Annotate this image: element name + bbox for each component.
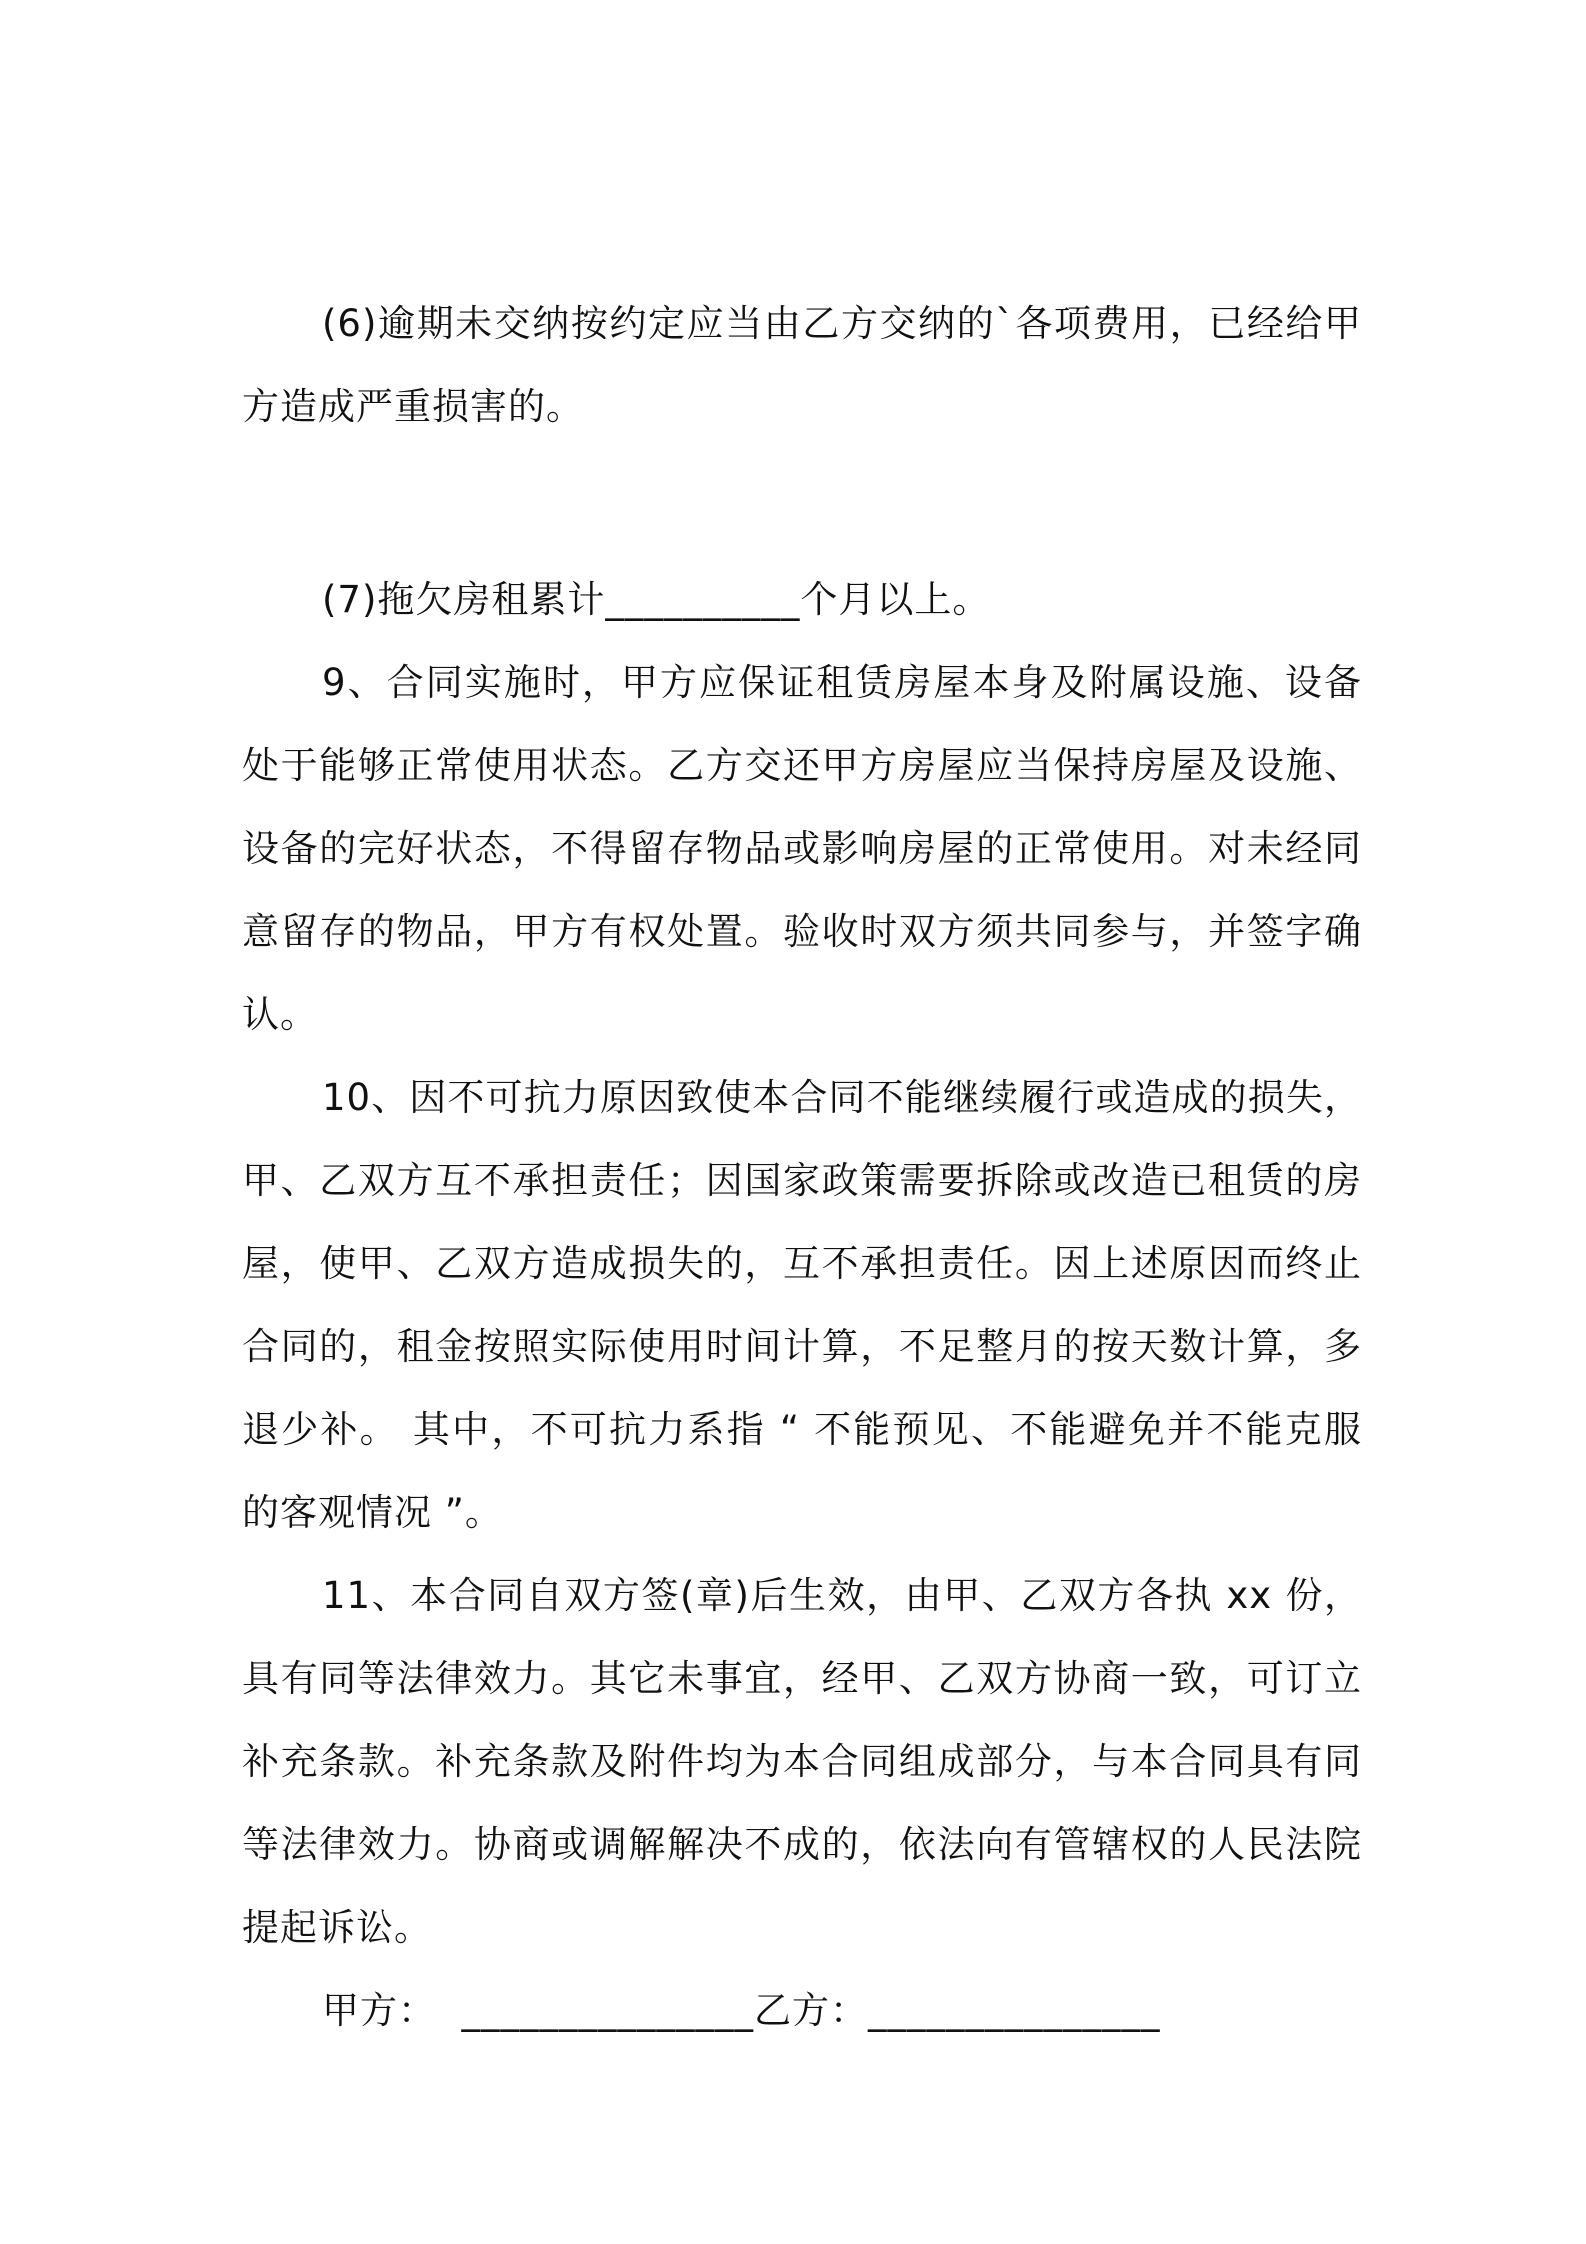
signature-line: 甲方： _______________乙方：_______________ — [322, 1989, 1161, 2032]
paragraph-clause-6: (6)逾期未交纳按约定应当由乙方交纳的`各项费用，已经给甲方造成严重损害的。 — [242, 302, 1362, 428]
document-page — [242, 282, 1362, 2052]
paragraph-clause-9: 9、合同实施时，甲方应保证租赁房屋本身及附属设施、设备处于能够正常使用状态。乙方交还甲方房屋应当保持房屋及设施、设备的完好状态，不得留存物品或影响房屋的正常使用。对未经同意留存的物品，甲方有权处置。验收时双方须共同参与，并签字确认。 — [242, 661, 1362, 1036]
paragraph-clause-7: (7)拖欠房租累计__________个月以上。 — [322, 578, 991, 621]
paragraph-clause-10: 10、因不可抗力原因致使本合同不能继续履行或造成的损失，甲、乙双方互不承担责任；因国家政策需要拆除或改造已租赁的房屋，使甲、乙双方造成损失的，互不承担责任。因上述原因而终止合同的，租金按照实际使用时间计算，不足整月的按天数计算，多退少补。 其中，不可抗力系指 “ 不能预见、不能避免并不能克服的客观情况 ”。 — [242, 1076, 1362, 1534]
paragraph-clause-11: 11、本合同自双方签(章)后生效，由甲、乙双方各执 xx 份，具有同等法律效力。其它未事宜，经甲、乙双方协商一致，可订立补充条款。补充条款及附件均为本合同组成部分，与本合同具有同等法律效力。协商或调解解决不成的，依法向有管辖权的人民法院提起诉讼。 — [242, 1574, 1362, 1949]
